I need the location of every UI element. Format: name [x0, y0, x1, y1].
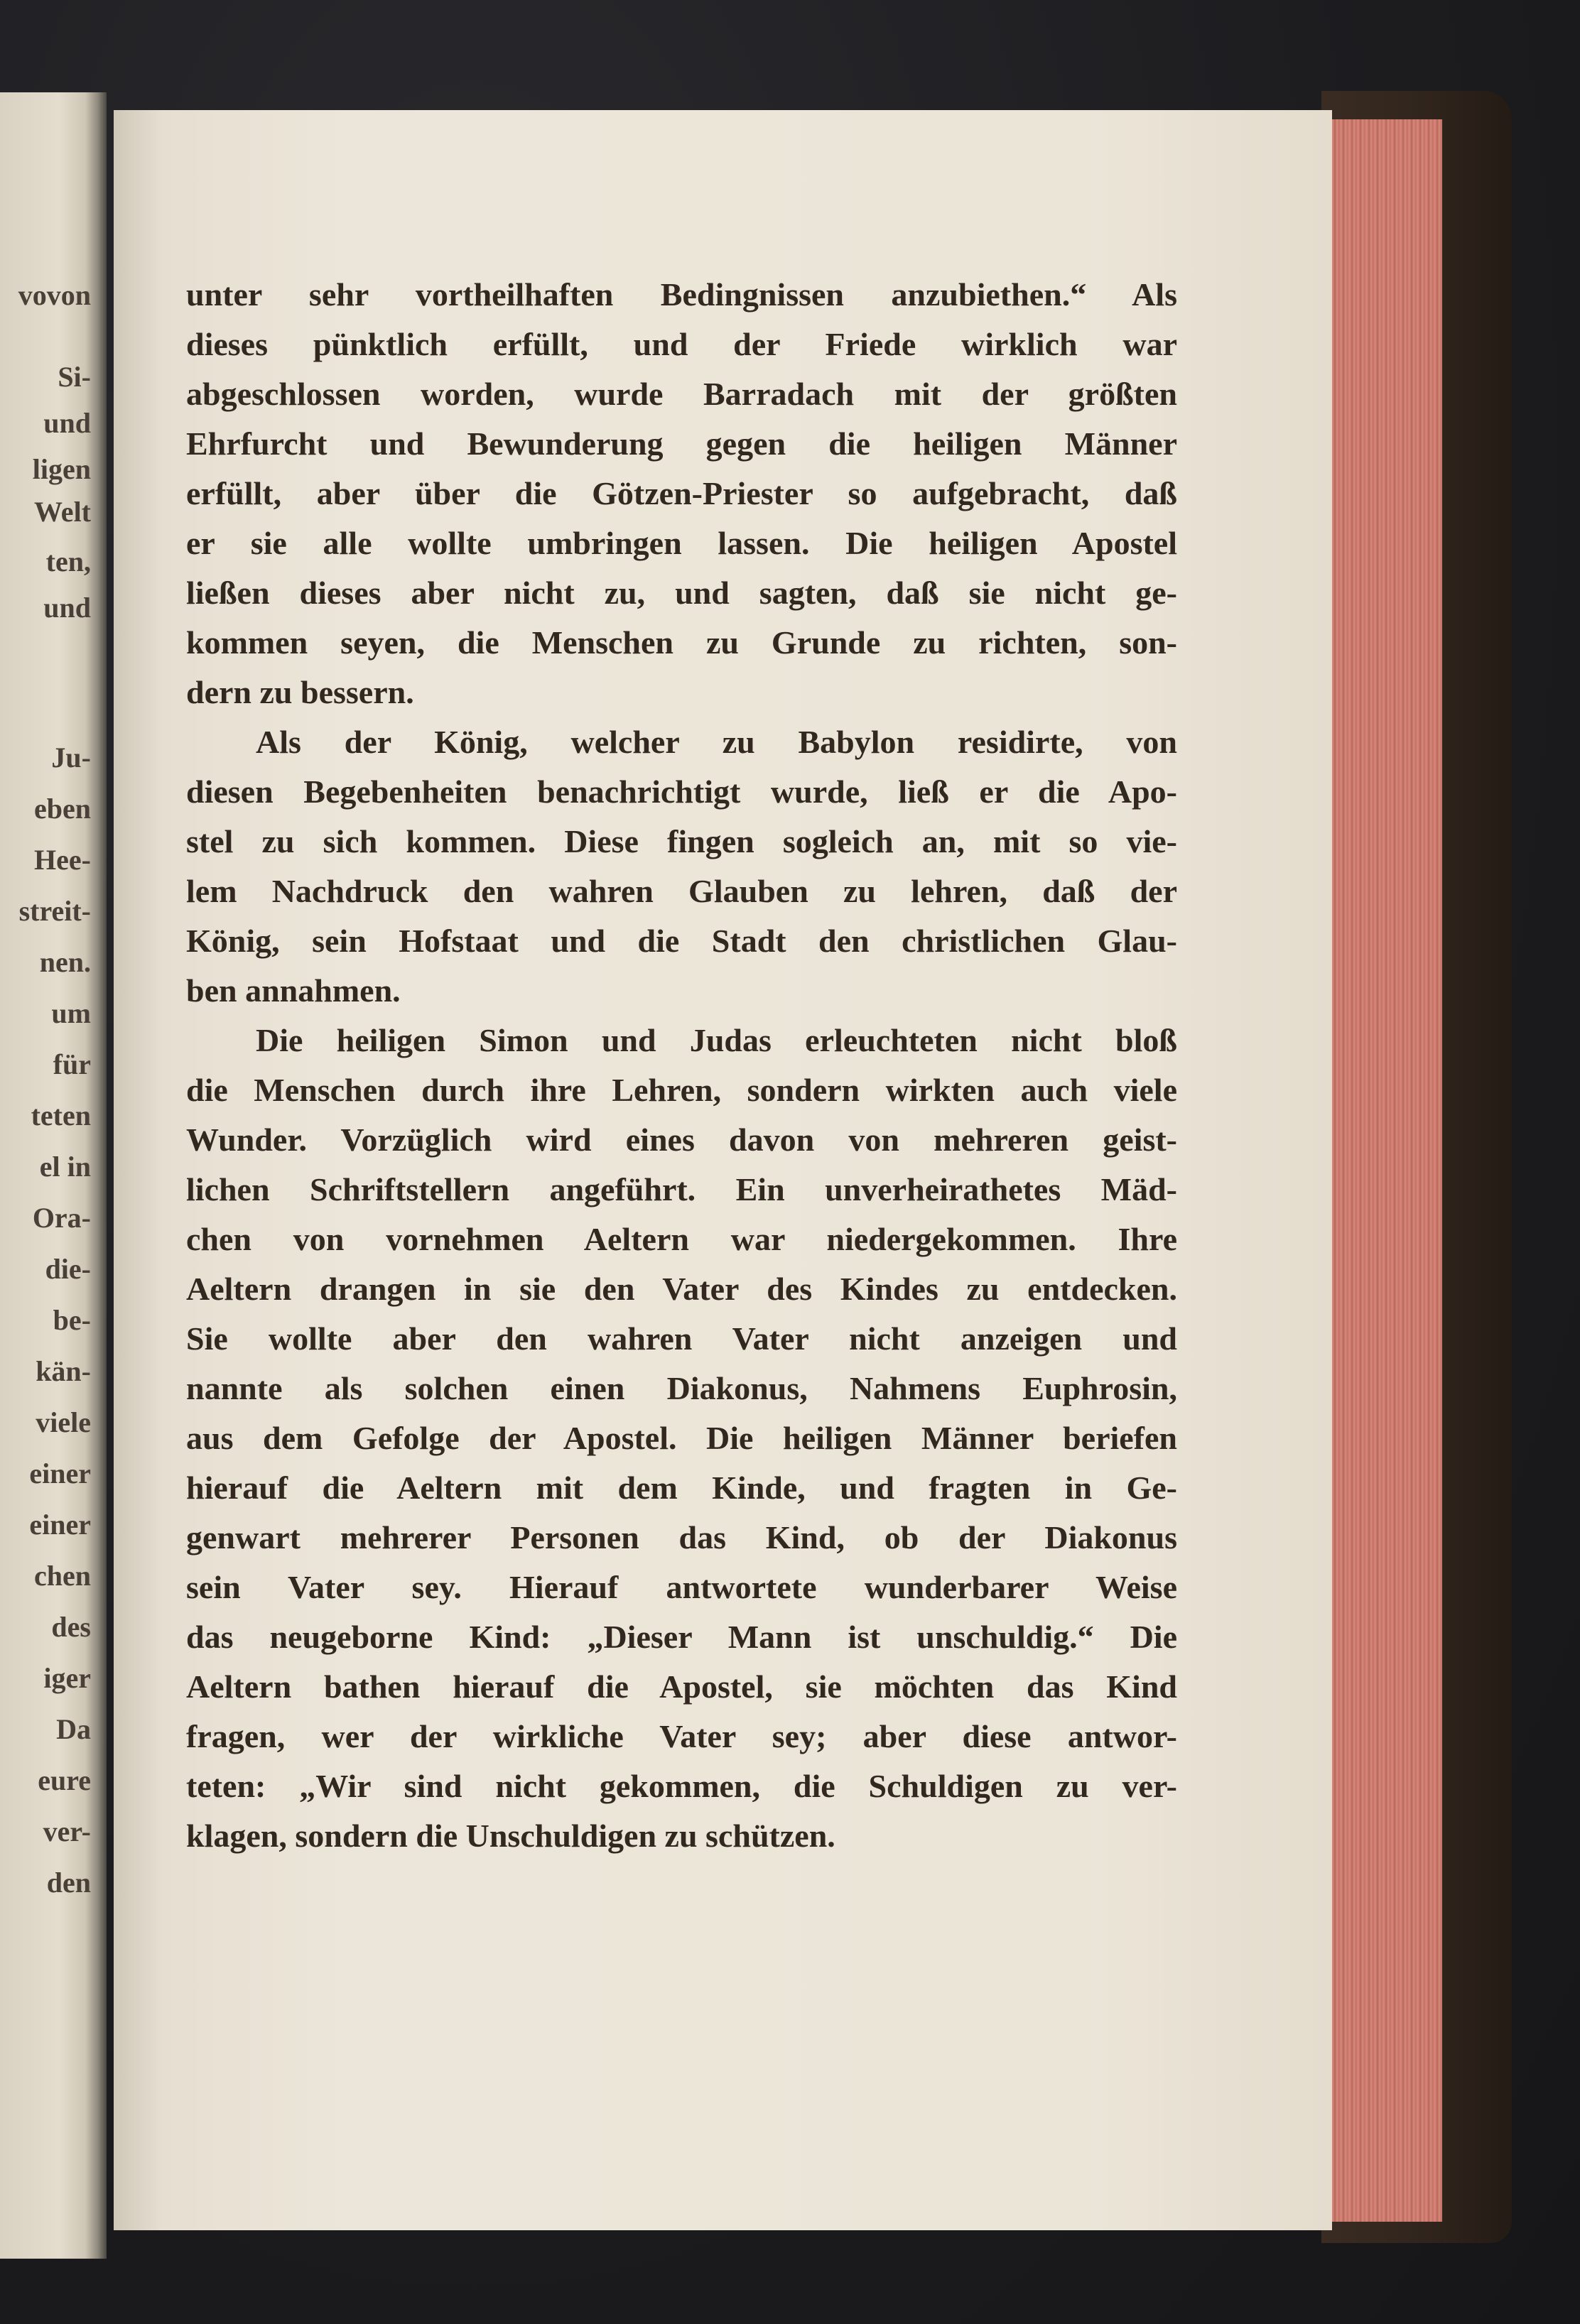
text-line: dieses pünktlich erfüllt, und der Friede wirklich war: [186, 326, 1177, 362]
text-line: Ehrfurcht und Bewunderung gegen die heiligen Männer: [186, 425, 1177, 462]
previous-page-text-fragment: teten: [31, 1099, 91, 1131]
text-line: chen von vornehmen Aeltern war niedergekommen. Ihre: [186, 1221, 1177, 1257]
text-line: abgeschlossen worden, wurde Barradach mit der größten: [186, 376, 1177, 412]
text-line: Aeltern bathen hierauf die Apostel, sie möchten das Kind: [186, 1668, 1177, 1705]
text-line: stel zu sich kommen. Diese fingen sogleich an, mit so vie-: [186, 823, 1177, 859]
text-line: Als der König, welcher zu Babylon residirte, von: [256, 724, 1177, 760]
text-line: er sie alle wollte umbringen lassen. Die heiligen Apostel: [186, 525, 1177, 561]
text-line: lem Nachdruck den wahren Glauben zu lehren, daß der: [186, 873, 1177, 909]
previous-page-text-fragment: Hee-: [34, 844, 91, 876]
previous-page-text-fragment: einer: [29, 1509, 91, 1541]
text-line: klagen, sondern die Unschuldigen zu schützen.: [186, 1818, 835, 1854]
previous-page-text-fragment: be-: [53, 1304, 91, 1336]
previous-page-text-fragment: und: [43, 592, 91, 624]
previous-page-text-fragment: um: [51, 997, 91, 1029]
text-line: ließen dieses aber nicht zu, und sagten, daß sie nicht ge-: [186, 575, 1177, 611]
text-line: Aeltern drangen in sie den Vater des Kindes zu entdecken.: [186, 1271, 1177, 1307]
text-line: das neugeborne Kind: „Dieser Mann ist unschuldig.“ Die: [186, 1619, 1177, 1655]
previous-page-text-fragment: Da: [56, 1713, 91, 1745]
text-line: Sie wollte aber den wahren Vater nicht anzeigen und: [186, 1320, 1177, 1357]
previous-page-text-fragment: und: [43, 407, 91, 439]
text-line: König, sein Hofstaat und die Stadt den christlichen Glau-: [186, 923, 1177, 959]
text-line: Die heiligen Simon und Judas erleuchteten nicht bloß: [256, 1022, 1177, 1058]
previous-page-text-fragment: für: [53, 1048, 91, 1080]
previous-page-text-fragment: el in: [39, 1151, 91, 1183]
text-line: sein Vater sey. Hierauf antwortete wunderbarer Weise: [186, 1569, 1177, 1605]
text-line: nannte als solchen einen Diakonus, Nahmens Euphrosin,: [186, 1370, 1177, 1406]
previous-page-text-fragment: Si-: [58, 361, 91, 393]
previous-page-text-fragment: ligen: [32, 453, 91, 485]
previous-page-text-fragment: ten,: [45, 545, 91, 577]
previous-page-text-fragment: kän-: [36, 1355, 91, 1387]
previous-page-text-fragment: nen.: [39, 946, 91, 978]
previous-page-text-fragment: des: [51, 1611, 91, 1643]
text-line: die Menschen durch ihre Lehren, sondern wirkten auch viele: [186, 1072, 1177, 1108]
previous-page-text-fragment: Ora-: [32, 1202, 91, 1234]
page-text-block: [186, 270, 1177, 1861]
text-line: teten: „Wir sind nicht gekommen, die Schuldigen zu ver-: [186, 1768, 1177, 1804]
text-line: kommen seyen, die Menschen zu Grunde zu richten, son-: [186, 624, 1177, 661]
text-line: aus dem Gefolge der Apostel. Die heiligen Männer beriefen: [186, 1420, 1177, 1456]
red-page-edges: [1331, 119, 1442, 2222]
previous-page-text-fragment: vovon: [18, 279, 91, 311]
text-line: ben annahmen.: [186, 972, 401, 1009]
text-line: diesen Begebenheiten benachrichtigt wurde, ließ er die Apo-: [186, 773, 1177, 810]
previous-page-text-fragment: einer: [29, 1457, 91, 1489]
text-line: dern zu bessern.: [186, 674, 414, 710]
previous-page-text-fragment: iger: [43, 1662, 91, 1694]
previous-page-text-fragment: eure: [38, 1764, 91, 1796]
text-line: lichen Schriftstellern angeführt. Ein unverheirathetes Mäd-: [186, 1171, 1177, 1207]
previous-page-text-fragment: den: [46, 1867, 91, 1899]
previous-page-text-fragment: viele: [36, 1406, 91, 1438]
text-line: unter sehr vortheilhaften Bedingnissen anzubiethen.“ Als: [186, 276, 1177, 313]
previous-page-text-fragment: Welt: [34, 496, 91, 528]
previous-page-text-fragment: chen: [34, 1560, 91, 1592]
previous-page-text-fragment: eben: [34, 793, 91, 825]
left-page-margin: [0, 92, 107, 2259]
previous-page-text-fragment: streit-: [18, 895, 91, 927]
text-line: hierauf die Aeltern mit dem Kinde, und fragten in Ge-: [186, 1470, 1177, 1506]
text-line: genwart mehrerer Personen das Kind, ob der Diakonus: [186, 1519, 1177, 1555]
text-line: erfüllt, aber über die Götzen-Priester so aufgebracht, daß: [186, 475, 1177, 511]
text-line: fragen, wer der wirkliche Vater sey; aber diese antwor-: [186, 1718, 1177, 1754]
text-line: Wunder. Vorzüglich wird eines davon von mehreren geist-: [186, 1122, 1177, 1158]
previous-page-text-fragment: ver-: [43, 1815, 91, 1847]
previous-page-text-fragment: die-: [45, 1253, 91, 1285]
previous-page-text-fragment: Ju-: [51, 742, 91, 773]
